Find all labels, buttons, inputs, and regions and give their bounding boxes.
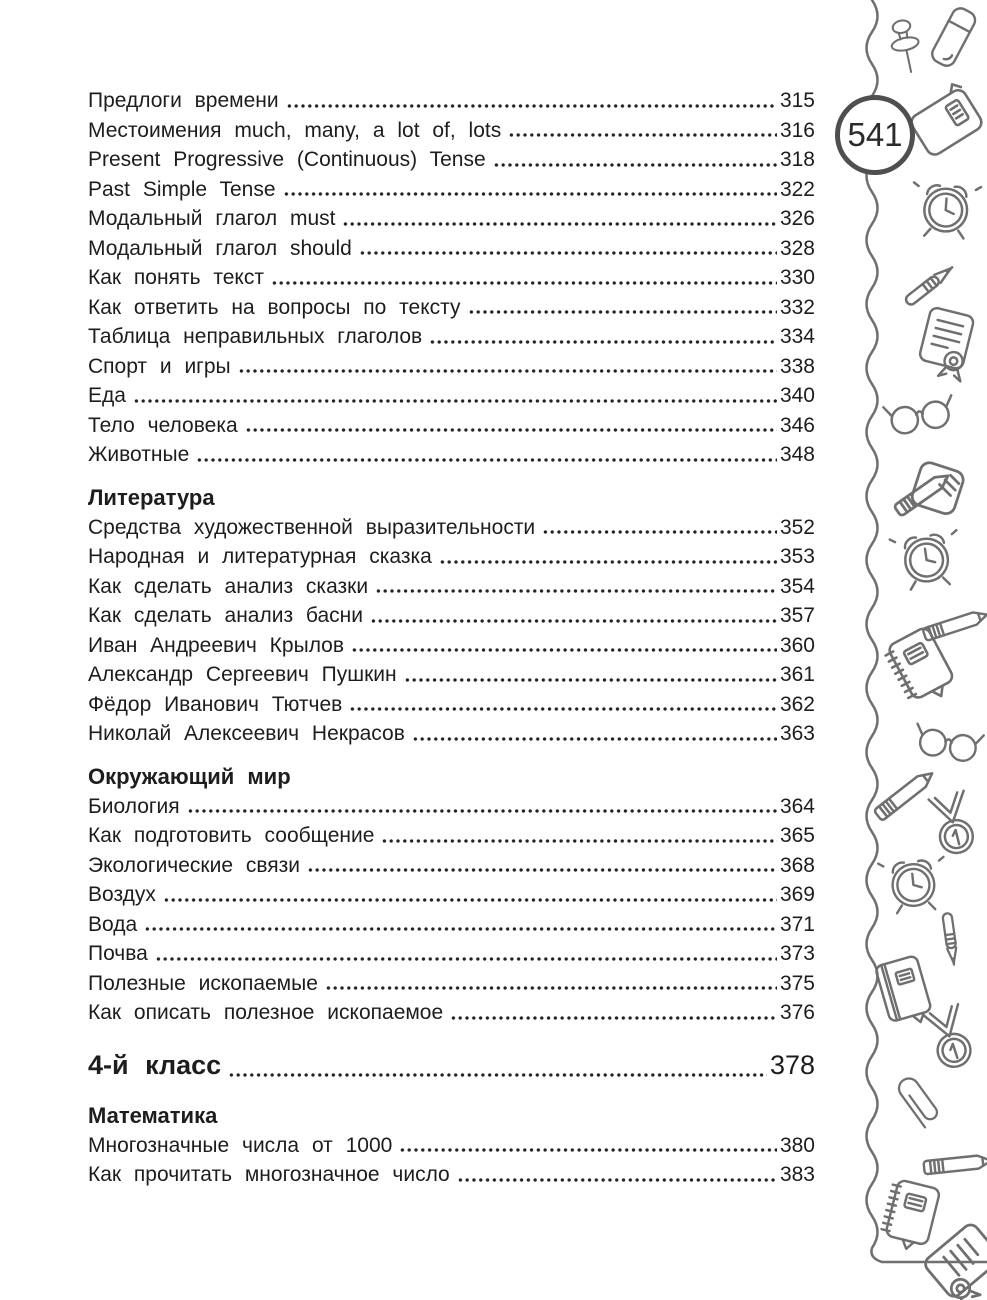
toc-page-number: 363: [779, 722, 815, 745]
toc-page-number: 340: [779, 384, 815, 407]
toc-page-number: 322: [779, 177, 815, 201]
dot-leader: [238, 352, 777, 382]
dot-leader: [349, 690, 777, 720]
dot-leader: [429, 322, 777, 352]
toc-item: [88, 86, 815, 116]
toc-item: [88, 542, 815, 572]
dot-leader: [196, 440, 777, 470]
dot-leader: [370, 601, 777, 631]
chapter-title: 4-й класс: [88, 1049, 222, 1080]
toc-item-title: Модальный глагол should: [88, 236, 352, 260]
toc-page-number: 361: [779, 663, 815, 686]
toc-item: [88, 851, 815, 881]
toc-page-number: 352: [779, 515, 815, 539]
dot-leader: [439, 542, 777, 572]
toc-page-number: 334: [779, 325, 815, 348]
toc-item: [88, 660, 815, 690]
dot-leader: [283, 175, 777, 205]
toc-item: [88, 719, 815, 749]
toc-item: [88, 381, 815, 411]
toc-item-title: Как сделать анализ сказки: [88, 574, 369, 598]
dot-leader: [342, 204, 776, 234]
dot-leader: [245, 411, 777, 441]
toc-item: [88, 175, 815, 205]
dot-leader: [381, 821, 777, 851]
dot-leader: [307, 851, 777, 881]
toc-page-number: 369: [779, 883, 815, 906]
toc-page-number: 354: [779, 574, 815, 598]
toc-page-number: 373: [779, 942, 815, 965]
toc-item-title: Спорт и игры: [88, 354, 231, 378]
toc-item-title: Вода: [88, 912, 138, 936]
toc-item-title: Александр Сергеевич Пушкин: [88, 663, 397, 686]
page-number: 541: [847, 116, 903, 153]
toc-page-number: 360: [779, 633, 815, 657]
toc-item: [88, 939, 815, 969]
toc-item-title: Биология: [88, 794, 180, 818]
toc-item-title: Модальный глагол must: [88, 207, 336, 230]
toc-item: [88, 969, 815, 999]
toc-item-title: Таблица неправильных глаголов: [88, 325, 423, 348]
dot-leader: [359, 234, 777, 264]
toc-item: [88, 601, 815, 631]
toc-item: [88, 690, 815, 720]
toc-item-title: Многозначные числа от 1000: [88, 1133, 393, 1157]
toc-page-number: 362: [779, 692, 815, 716]
toc-item: [88, 792, 815, 822]
dot-leader: [412, 719, 777, 749]
dot-leader: [155, 939, 777, 969]
dot-leader: [508, 116, 777, 146]
toc-item: [88, 116, 815, 146]
toc-item-title: Как ответить на вопросы по тексту: [88, 295, 461, 319]
toc-item-title: Past Simple Tense: [88, 177, 276, 201]
toc-item-title: Как подготовить сообщение: [88, 824, 375, 847]
toc-item-title: Средства художественной выразительности: [88, 515, 536, 539]
toc-item: [88, 411, 815, 441]
dot-leader: [286, 86, 777, 116]
toc-item: [88, 513, 815, 543]
toc-item: [88, 204, 815, 234]
page-number-badge: [835, 95, 915, 175]
toc-item-title: Как сделать анализ басни: [88, 604, 363, 627]
dot-leader: [228, 1042, 767, 1088]
toc-page-number: 332: [779, 295, 815, 319]
toc-item-title: Местоимения much, many, a lot of, lots: [88, 118, 502, 142]
toc-item: [88, 440, 815, 470]
toc-item: [88, 1160, 815, 1190]
toc-page-number: 364: [779, 794, 815, 818]
toc-page-number: 326: [779, 207, 815, 230]
toc-item: [88, 145, 815, 175]
toc-item: [88, 572, 815, 602]
toc-item-title: Еда: [88, 384, 126, 407]
toc-item: [88, 998, 815, 1028]
dot-leader: [450, 998, 777, 1028]
toc-item: [88, 322, 815, 352]
dot-leader: [468, 293, 777, 323]
toc-item: [88, 821, 815, 851]
dot-leader: [325, 969, 777, 999]
toc-page-number: 357: [779, 604, 815, 627]
toc-item-title: Иван Андреевич Крылов: [88, 633, 345, 657]
toc-item-title: Как прочитать многозначное число: [88, 1163, 450, 1186]
chapter-row: [88, 1042, 815, 1088]
toc-item: [88, 880, 815, 910]
toc-item-title: Тело человека: [88, 413, 238, 437]
dot-leader: [351, 631, 777, 661]
toc-page-number: 365: [779, 824, 815, 847]
dot-leader: [493, 145, 777, 175]
alarm-clock-icon: [902, 162, 987, 250]
toc-item-title: Народная и литературная сказка: [88, 545, 432, 568]
section-heading: Литература: [88, 484, 215, 510]
toc-page-number: 328: [779, 236, 815, 260]
toc-item-title: Предлоги времени: [88, 89, 279, 112]
toc-item: [88, 234, 815, 264]
toc-item-title: Почва: [88, 942, 148, 965]
toc-page-number: 348: [779, 443, 815, 466]
toc-page-number: 316: [779, 118, 815, 142]
dot-leader: [133, 381, 777, 411]
toc-item-title: Животные: [88, 443, 190, 466]
section-heading: Окружающий мир: [88, 763, 291, 789]
toc-page-number: 368: [779, 853, 815, 877]
toc-page-number: 353: [779, 545, 815, 568]
toc-item-title: Экологические связи: [88, 853, 300, 877]
toc-page-number: 318: [779, 148, 815, 171]
toc-item: [88, 631, 815, 661]
toc-item-title: Как понять текст: [88, 266, 264, 289]
pencil-notepad-icon: [888, 433, 980, 525]
toc-item-title: Полезные ископаемые: [88, 971, 318, 995]
dot-leader: [542, 513, 777, 543]
toc-item-title: Фёдор Иванович Тютчев: [88, 692, 343, 716]
dot-leader: [457, 1160, 777, 1190]
toc-page-number: 330: [779, 266, 815, 289]
dot-leader: [399, 1131, 777, 1161]
dot-leader: [404, 660, 777, 690]
toc-item: [88, 352, 815, 382]
toc-page-number: 375: [779, 971, 815, 995]
toc-item: [88, 263, 815, 293]
dot-leader: [163, 880, 777, 910]
toc-item-title: Воздух: [88, 883, 156, 906]
toc-item-title: Николай Алексеевич Некрасов: [88, 722, 405, 745]
toc-item: [88, 910, 815, 940]
section-heading: Математика: [88, 1102, 218, 1128]
toc-page-number: 380: [779, 1133, 815, 1157]
toc-page-number: 378: [769, 1049, 815, 1080]
toc-item-title: Present Progressive (Continuous) Tense: [88, 148, 486, 171]
toc-page-number: 346: [779, 413, 815, 437]
toc-page-number: 315: [779, 89, 815, 112]
toc-page-number: 383: [779, 1163, 815, 1186]
toc-item: [88, 293, 815, 323]
toc-item: [88, 1131, 815, 1161]
dot-leader: [144, 910, 777, 940]
toc-page-number: 371: [779, 912, 815, 936]
toc-page-number: 376: [779, 1001, 815, 1024]
toc-item-title: Как описать полезное ископаемое: [88, 1001, 444, 1024]
dot-leader: [187, 792, 777, 822]
toc-page-number: 338: [779, 354, 815, 378]
dot-leader: [271, 263, 777, 293]
toc: [88, 86, 815, 1190]
dot-leader: [375, 572, 777, 602]
